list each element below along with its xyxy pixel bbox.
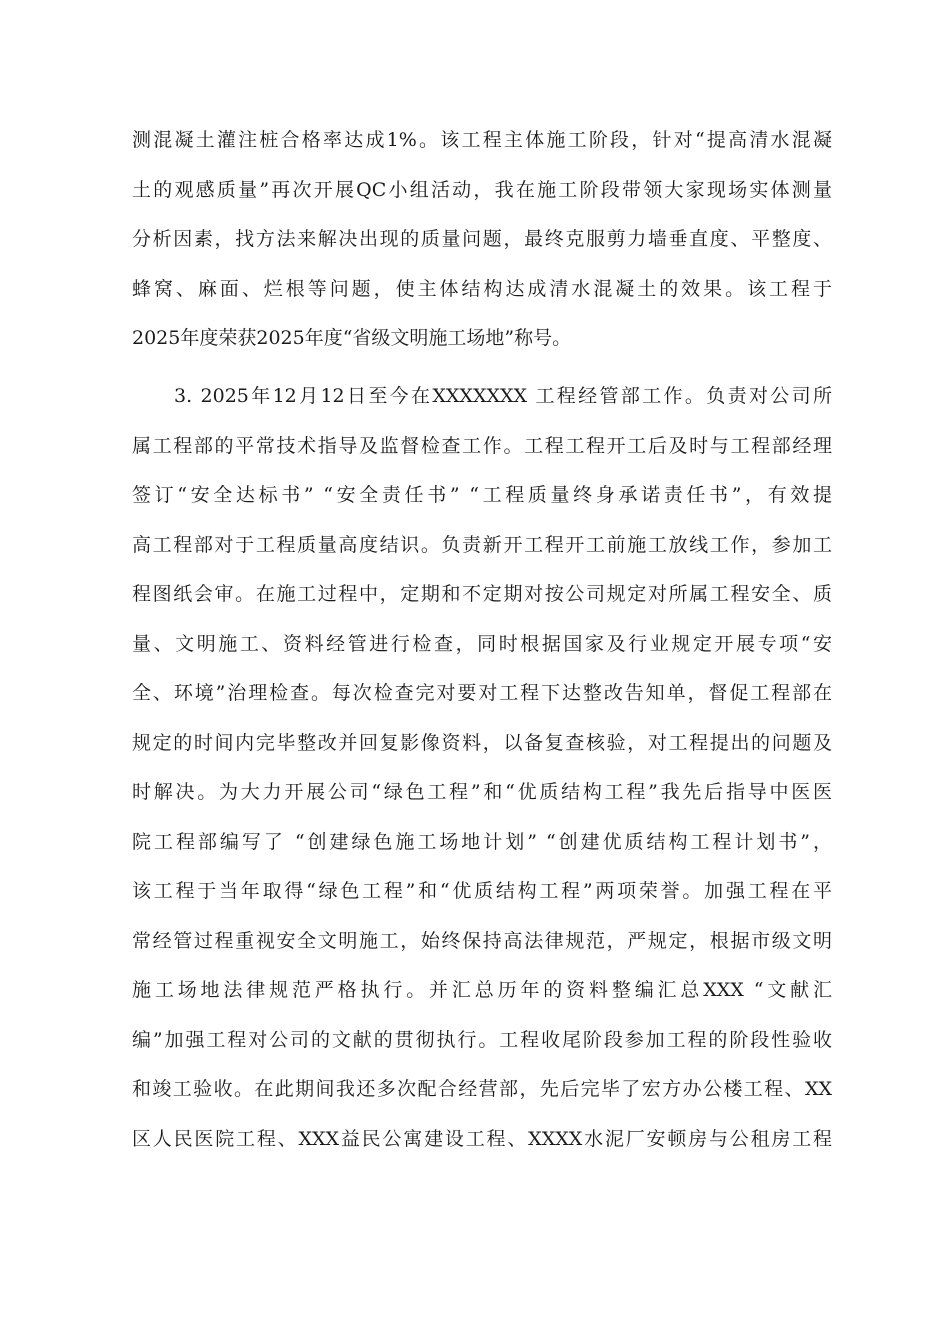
text-line-2: 土的观感质量”再次开展QC小组活动，我在施工阶段带领大家现场实体测量 bbox=[132, 179, 832, 201]
text-line-18: 施工场地法律规范严格执行。并汇总历年的资料整编汇总XXX “文献汇 bbox=[132, 979, 832, 1001]
text-line-17: 常经管过程重视安全文明施工，始终保持高法律规范，严规定，根据市级文明 bbox=[132, 930, 832, 952]
text-line-1: 测混凝土灌注桩合格率达成1%。该工程主体施工阶段，针对“提高清水混凝 bbox=[132, 129, 832, 151]
text-line-19: 编”加强工程对公司的文献的贯彻执行。工程收尾阶段参加工程的阶段性验收 bbox=[132, 1029, 832, 1051]
text-line-20: 和竣工验收。在此期间我还多次配合经营部，先后完毕了宏方办公楼工程、XX bbox=[132, 1078, 832, 1100]
text-line-15: 院工程部编写了 “创建绿色施工场地计划” “创建优质结构工程计划书”， bbox=[132, 831, 832, 853]
text-line-7: 属工程部的平常技术指导及监督检查工作。工程工程开工后及时与工程部经理 bbox=[132, 435, 832, 457]
text-line-11: 量、文明施工、资料经管进行检查，同时根据国家及行业规定开展专项“安 bbox=[132, 633, 832, 655]
text-line-9: 高工程部对于工程质量高度结识。负责新开工程开工前施工放线工作，参加工 bbox=[132, 534, 832, 556]
text-line-3: 分析因素，找方法来解决出现的质量问题，最终克服剪力墙垂直度、平整度、 bbox=[132, 228, 832, 250]
text-line-21: 区人民医院工程、XXX益民公寓建设工程、XXXX水泥厂安顿房与公租房工程 bbox=[132, 1128, 832, 1150]
text-line-13: 规定的时间内完毕整改并回复影像资料，以备复查核验，对工程提出的问题及 bbox=[132, 732, 832, 754]
text-line-14: 时解决。为大力开展公司“绿色工程”和“优质结构工程”我先后指导中医医 bbox=[132, 781, 832, 803]
text-line-16: 该工程于当年取得“绿色工程”和“优质结构工程”两项荣誉。加强工程在平 bbox=[132, 880, 832, 902]
text-line-6: 3. 2025年12月12日至今在XXXXXXX 工程经管部工作。负责对公司所 bbox=[174, 385, 832, 407]
text-line-10: 程图纸会审。在施工过程中，定期和不定期对按公司规定对所属工程安全、质 bbox=[132, 583, 832, 605]
text-line-8: 签订“安全达标书” “安全责任书” “工程质量终身承诺责任书”，有效提 bbox=[132, 484, 832, 506]
text-line-4: 蜂窝、麻面、烂根等问题，使主体结构达成清水混凝土的效果。该工程于 bbox=[132, 278, 832, 300]
text-line-5: 2025年度荣获2025年度“省级文明施工场地”称号。 bbox=[132, 327, 572, 349]
text-line-12: 全、环境”治理检查。每次检查完对要对工程下达整改告知单，督促工程部在 bbox=[132, 682, 832, 704]
